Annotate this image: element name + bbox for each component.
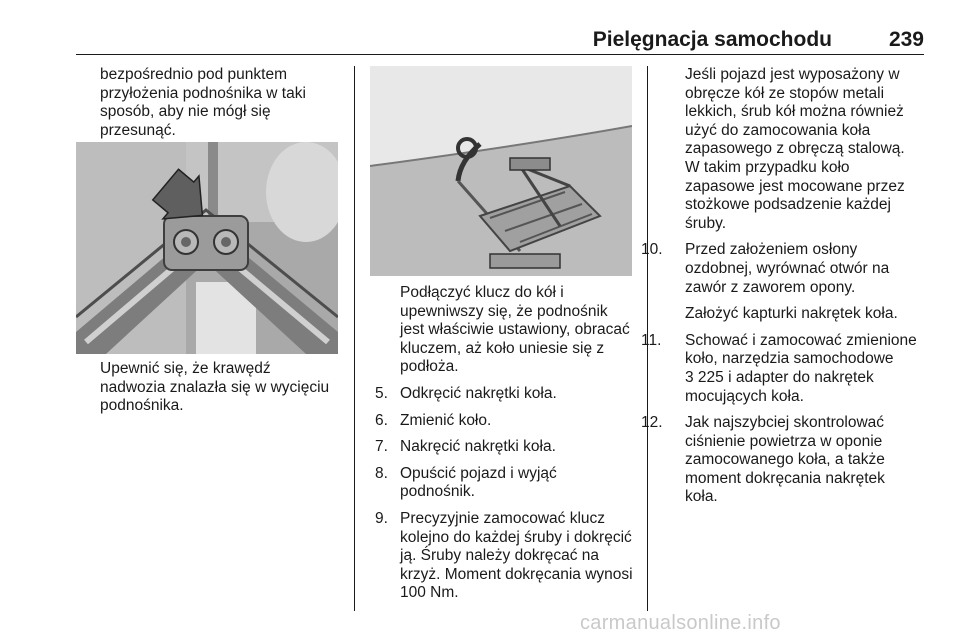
col1-caption: Upewnić się, że krawędź nadwozia znalazła się w wycięciu podnośnika. [100, 360, 330, 415]
page-number: 239 [888, 28, 924, 51]
list-item: 12. Jak najszybciej skontrolować ciśnienie powietrza w oponie zamocowanego koła, a także moment dokręcania nakrętek koła. [641, 414, 885, 506]
list-item: 9. Precyzyjnie zamocować klucz kolejno do każdej śruby i dokręcić ją. Śruby należy dokręcać na krzyż. Moment dokręcania wynosi 100 Nm. [375, 509, 633, 602]
col2-intro: Podłączyć klucz do kół i upewniwszy się, że podnośnik jest właściwie ustawiony, obracać kluczem, aż koło uniesie się z podłoża. [400, 284, 630, 376]
list-item: 6. Zmienić koło. [375, 411, 492, 429]
scissor-jack-crank-illustration-icon [370, 66, 632, 276]
col3-continuation: Jeśli pojazd jest wyposażony w obręcze kół ze stopów metali lekkich, śrub kół można również użyć do zamocowania koła zapasowego z obręczą stalową. W takim przypadku koło zapasowe jest mocowane przez stożkowe podsadzenie każdej śruby. [685, 66, 905, 232]
watermark: carmanualsonline.info [580, 612, 781, 634]
list-item: 7. Nakręcić nakrętki koła. [375, 438, 556, 456]
column-3 [641, 66, 930, 507]
column-2 [370, 284, 635, 603]
list-item: 10. Przed założeniem osłony ozdobnej, wyrównać otwór na zawór z zaworem opony. [641, 241, 890, 296]
col1-caption-block [100, 360, 350, 416]
list-item: 5. Odkręcić nakrętki koła. [375, 384, 557, 402]
page-header [76, 26, 924, 55]
item10-extra: Założyć kapturki nakrętek koła. [685, 305, 898, 323]
column-1 [100, 66, 350, 140]
page-title: Pielęgnacja samochodu [592, 28, 832, 51]
jack-head-arrow-illustration-icon [76, 142, 338, 354]
col1-intro: bezpośrednio pod punktem przyłożenia podnośnika w taki sposób, aby nie mógł się przesunąć. [100, 66, 306, 139]
list-item: 8. Opuścić pojazd i wyjąć podnośnik. [375, 464, 557, 501]
list-item: 11. Schować i zamocować zmienione koło, narzędzia samochodowe 3 225 i adapter do nakrętek mocujących koła. [641, 331, 917, 405]
column-divider-1 [354, 66, 355, 611]
